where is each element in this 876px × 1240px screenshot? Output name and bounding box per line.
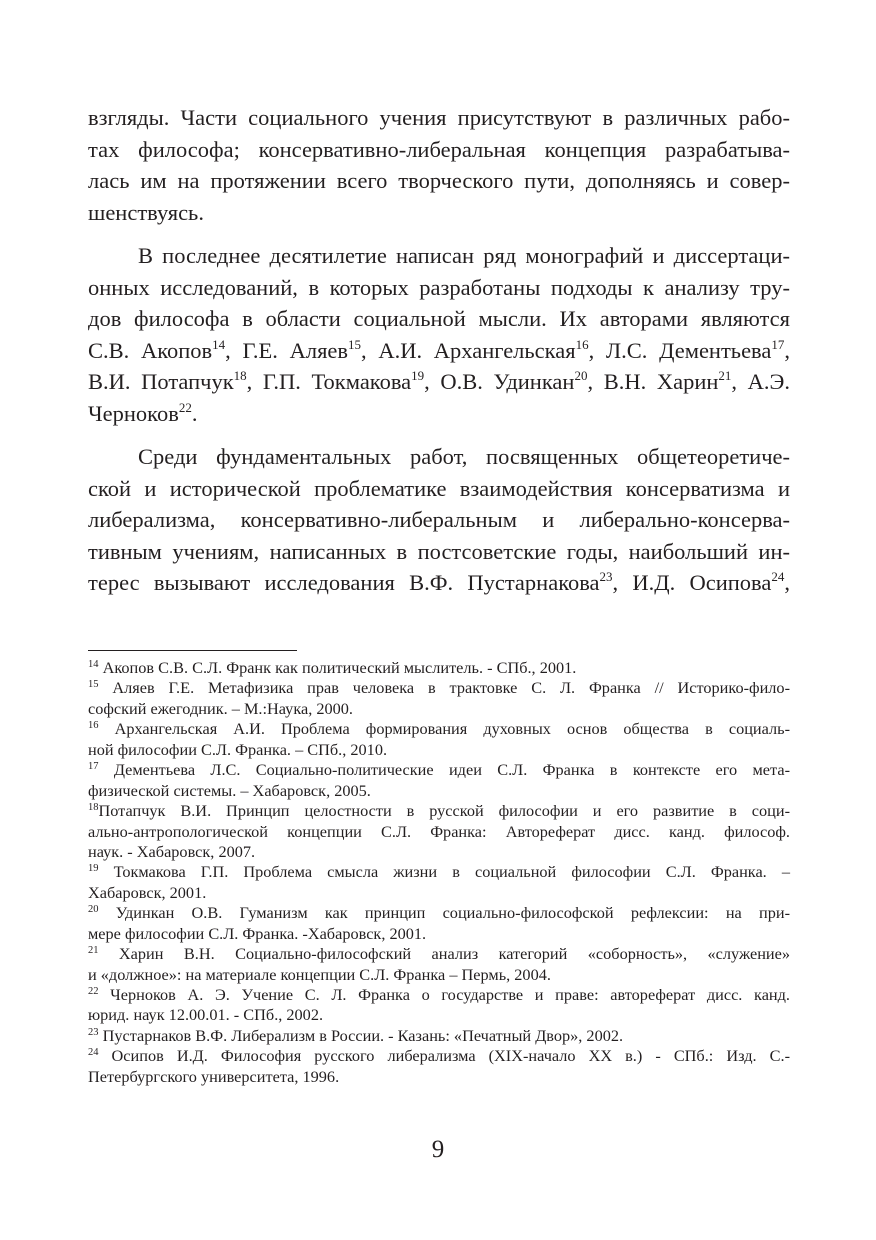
text-segment: В последнее десятилетие написан ряд монографий и диссертаци- <box>138 243 790 268</box>
text-line <box>88 335 790 367</box>
footnote-ref: 14 <box>212 336 226 352</box>
footnote-ref: 18 <box>233 368 247 383</box>
footnote-text: Дементьева Л.С. Социально-политические идеи С.Л. Франка в контексте его мета- <box>98 760 790 780</box>
text-line <box>88 165 790 197</box>
paragraph <box>88 102 790 228</box>
text-segment: взгляды. Части социального учения присутствуют в различных рабо- <box>88 105 790 130</box>
footnote-text: Акопов С.В. С.Л. Франк как политический мыслитель. - СПб., 2001. <box>98 658 577 677</box>
footnote-separator <box>88 650 297 651</box>
text-segment: лась им на протяжении всего творческого пути, дополняясь и совер- <box>88 168 790 193</box>
footnote-line <box>88 822 790 842</box>
footnote-line <box>88 678 790 698</box>
footnote-line <box>88 985 790 1005</box>
paragraph <box>88 240 790 429</box>
footnote-line <box>88 965 790 985</box>
text-segment: , В.Н. Харин <box>587 369 719 394</box>
footnote-line <box>88 740 790 760</box>
footnote-number: 16 <box>88 720 99 732</box>
paragraph <box>88 441 790 599</box>
footnote-number: 17 <box>88 761 99 773</box>
footnote-number: 24 <box>88 1047 99 1059</box>
footnote-text: Аляев Г.Е. Метафизика прав человека в трактовке С. Л. Франка // Историко-фило- <box>98 678 790 698</box>
footnote-line <box>88 903 790 923</box>
footnote-line <box>88 1067 790 1087</box>
footnote-text: софский ежегодник. – М.:Наука, 2000. <box>88 698 353 718</box>
footnote-line <box>88 801 790 821</box>
footnote-text: Пустарнаков В.Ф. Либерализм в России. - Казань: «Печатный Двор», 2002. <box>98 1025 624 1045</box>
footnote-text: Черноков А. Э. Учение С. Л. Франка о государстве и праве: автореферат дисс. канд. <box>98 985 790 1004</box>
footnote-text: Харин В.Н. Социально-философский анализ категорий «соборность», «служение» <box>98 944 790 964</box>
text-line <box>88 197 790 229</box>
text-segment: терес вызывают исследования В.Ф. Пустарнакова <box>88 570 600 595</box>
footnote-number: 23 <box>88 1026 99 1038</box>
text-segment: , Л.С. Дементьева <box>588 337 772 363</box>
text-line <box>88 272 790 304</box>
footnote-text: ально-антропологической концепции С.Л. Франка: Автореферат дисс. канд. философ. <box>88 821 790 841</box>
footnote-ref: 19 <box>411 368 425 383</box>
text-segment: , А.И. Архангельская <box>361 337 576 363</box>
footnote-text: юрид. наук 12.00.01. - СПб., 2002. <box>88 1005 324 1025</box>
text-segment: дов философа в области социальной мысли. Их авторами являются <box>88 306 790 331</box>
footnote-ref: 20 <box>574 368 588 383</box>
text-segment: , А.Э. <box>731 369 791 394</box>
footnote-line <box>88 781 790 801</box>
footnote <box>88 944 790 985</box>
footnote-text: и «должное»: на материале концепции С.Л. Франка – Пермь, 2004. <box>88 964 551 984</box>
footnote-line <box>88 1026 790 1046</box>
text-segment: тах философа; консервативно-либеральная концепция разрабатыва- <box>88 136 790 162</box>
footnote-ref: 21 <box>718 368 732 383</box>
text-line <box>88 504 790 536</box>
footnote <box>88 1026 790 1046</box>
footnote-text: ной философии С.Л. Франка. – СПб., 2010. <box>88 739 388 759</box>
footnote <box>88 658 790 678</box>
footnote-number: 20 <box>88 904 99 916</box>
text-segment: . <box>191 400 198 426</box>
text-segment: С.В. Акопов <box>88 337 213 363</box>
footnote-text: наук. - Хабаровск, 2007. <box>88 841 256 861</box>
footnote-text: Петербургского университета, 1996. <box>88 1066 340 1086</box>
footnote <box>88 719 790 760</box>
footnote-line <box>88 842 790 862</box>
text-line <box>88 134 790 166</box>
footnote-line <box>88 924 790 944</box>
text-segment: онных исследований, в которых разработаны подходы к анализу тру- <box>88 274 790 300</box>
footnote-ref: 22 <box>178 399 192 415</box>
footnote-line <box>88 944 790 964</box>
text-segment: , <box>784 337 790 363</box>
footnote-number: 21 <box>88 945 99 957</box>
footnote-ref: 17 <box>771 336 785 352</box>
text-segment: Черноков <box>88 400 179 426</box>
footnote-number: 15 <box>88 679 99 691</box>
text-segment: , <box>784 570 790 595</box>
footnote-number: 19 <box>88 863 99 875</box>
text-line <box>88 567 790 599</box>
footnote-text: Потапчук В.И. Принцип целостности в русской философии и его развитие в соци- <box>98 801 790 821</box>
text-segment: ской и исторической проблематике взаимодействия консерватизма и <box>88 475 790 501</box>
text-segment: шенствуясь. <box>88 199 204 225</box>
footnote <box>88 985 790 1026</box>
footnote-text: Удинкан О.В. Гуманизм как принцип социально-философской рефлексии: на при- <box>98 903 790 923</box>
text-segment: , И.Д. Осипова <box>612 570 772 595</box>
footnote-text: Осипов И.Д. Философия русского либерализма (XIX-начало XX в.) - СПб.: Изд. С.- <box>98 1046 790 1066</box>
page-number: 9 <box>431 1136 445 1163</box>
text-segment: , Г.Е. Аляев <box>225 337 349 363</box>
text-line <box>88 366 790 398</box>
text-segment: , Г.П. Токмакова <box>246 369 412 394</box>
text-line <box>88 398 790 430</box>
footnote-number: 22 <box>88 986 99 997</box>
footnote-line <box>88 1005 790 1025</box>
footnote-ref: 15 <box>348 336 362 352</box>
text-line <box>88 473 790 505</box>
footnote-text: мере философии С.Л. Франка. -Хабаровск, 2001. <box>88 923 427 943</box>
footnote <box>88 760 790 801</box>
footnote-text: Хабаровск, 2001. <box>88 882 207 902</box>
footnote-line <box>88 883 790 903</box>
text-segment: , О.В. Удинкан <box>424 369 575 394</box>
main-text <box>88 102 790 611</box>
footnote-text: Токмакова Г.П. Проблема смысла жизни в социальной философии С.Л. Франка. – <box>98 862 790 882</box>
text-line <box>88 536 790 568</box>
footnote-ref: 24 <box>771 569 785 584</box>
text-line <box>88 102 790 134</box>
footnote-ref: 23 <box>599 569 613 584</box>
footnote <box>88 903 790 944</box>
text-segment: тивным учениям, написанных в постсоветские годы, наибольший ин- <box>88 538 790 564</box>
footnote-line <box>88 719 790 739</box>
text-segment: либерализма, консервативно-либеральным и либерально-консерва- <box>88 507 790 532</box>
footnotes <box>88 658 790 1087</box>
footnote <box>88 1046 790 1087</box>
footnote <box>88 801 790 862</box>
footnote-line <box>88 1046 790 1066</box>
footnote-line <box>88 699 790 719</box>
footnote-text: физической системы. – Хабаровск, 2005. <box>88 780 371 800</box>
text-segment: В.И. Потапчук <box>88 369 234 394</box>
text-segment: Среди фундаментальных работ, посвященных общетеоретиче- <box>138 444 790 469</box>
footnote-line <box>88 760 790 780</box>
footnote-line <box>88 658 790 678</box>
footnote <box>88 862 790 903</box>
footnote <box>88 678 790 719</box>
footnote-number: 14 <box>88 659 99 670</box>
text-line <box>88 240 790 272</box>
footnote-text: Архангельская А.И. Проблема формирования духовных основ общества в социаль- <box>98 719 790 739</box>
footnote-ref: 16 <box>575 336 589 352</box>
footnote-line <box>88 862 790 882</box>
text-line <box>88 441 790 473</box>
footnote-number: 18 <box>88 802 99 814</box>
text-line <box>88 303 790 335</box>
